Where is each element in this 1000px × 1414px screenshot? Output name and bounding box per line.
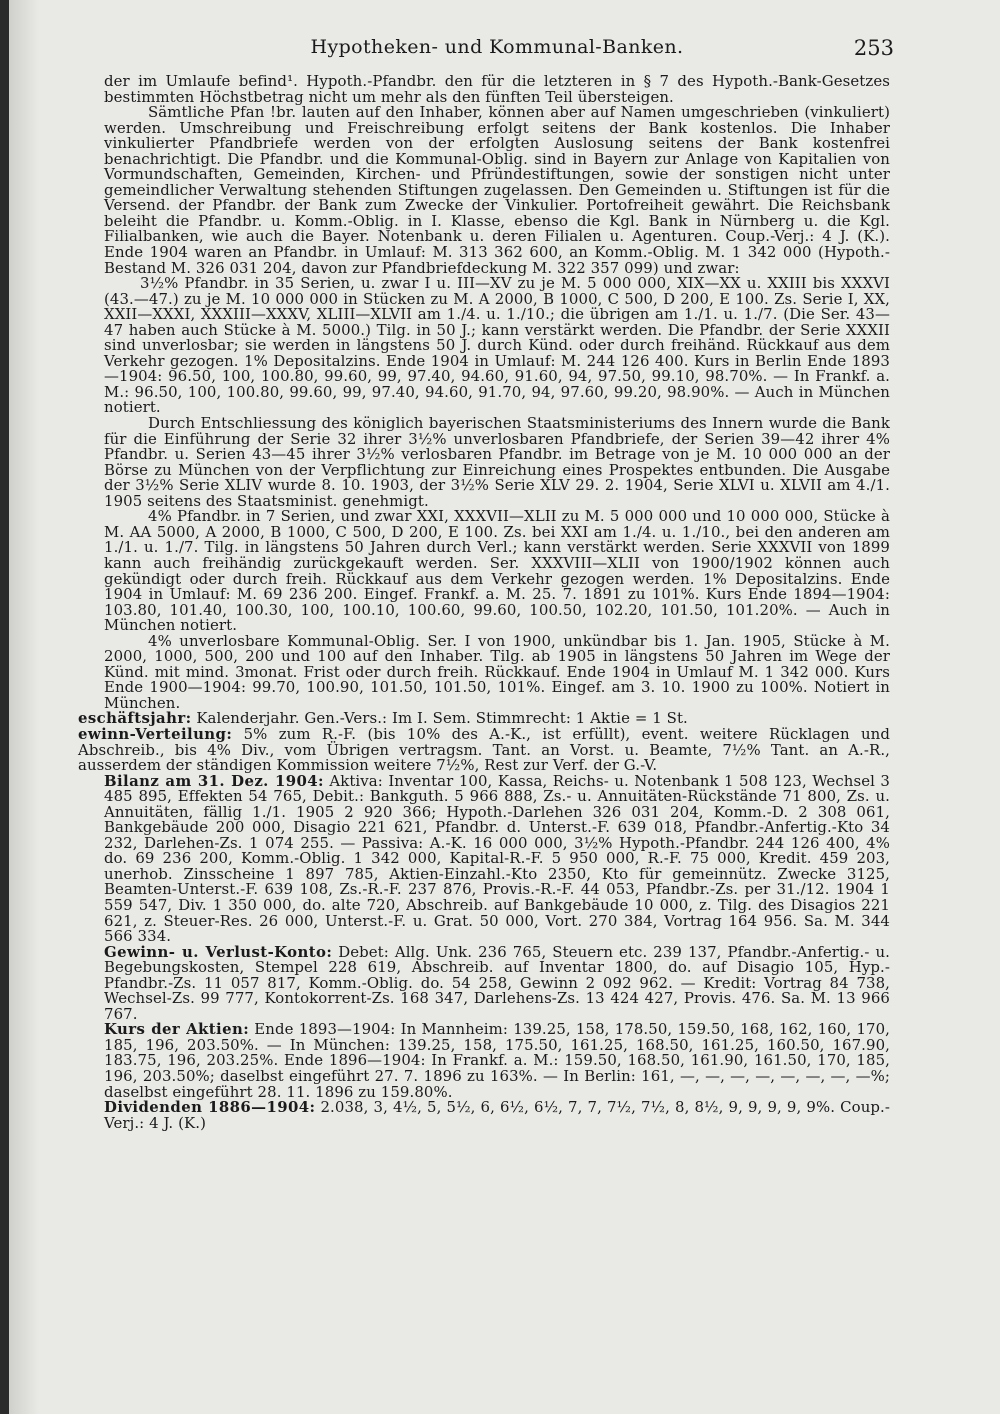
section-text: 2.038, 3, 4½, 5, 5½, 6, 6½, 6½, 7, 7, 7½, 7½, 8, 8½, 9, 9, 9, 9, 9%. Coup.-Verj.: 4 J. (K.) [104, 1098, 890, 1132]
section-label: Bilanz am 31. Dez. 1904: [104, 771, 324, 790]
paragraph-intro: der im Umlaufe befind¹. Hypoth.-Pfandbr. den für die letzteren in § 7 des Hypoth.-Bank-Gesetzes bestimmten Höchstbetrag nicht um mehr als den fünften Teil übersteigen. [104, 72, 890, 106]
book-binding-edge [0, 0, 9, 1414]
section-gewinn-verlust [104, 942, 890, 1023]
section-text: Kalenderjahr. Gen.-Vers.: Im I. Sem. Stimmrecht: 1 Aktie = 1 St. [191, 709, 688, 728]
page-header [104, 34, 894, 74]
paragraph-4-percent: 4% Pfandbr. in 7 Serien, und zwar XXI, XXXVII—XLII zu M. 5 000 000 und 10 000 000, Stücke à M. AA 5000, A 2000, B 1000, C 500, D 200, E 100. Zs. bei XXI am 1./4. u. 1./10., bei den anderen am 1./1. u. 1./7. Tilg. in längstens 50 Jahren durch Verl.; kann verstärkt werden. Serie XXXVII von 1899 kann auch freihändig zurückgekauft werden. Ser. XXXVIII—XLII von 1900/1902 können auch gekündigt oder durch freih. Rückkauf aus dem Verkehr gezogen werden. 1% Depositalzins. Ende 1904 in Umlauf: M. 69 236 200. Eingef. Frankf. a. M. 25. 7. 1891 zu 101%. Kurs Ende 1894—1904: 103.80, 101.40, 100.30, 100, 100.10, 100.60, 99.60, 100.50, 102.20, 101.50, 101.20%. — Auch in München notiert. [104, 507, 890, 635]
book-page [78, 34, 894, 1132]
section-kurs-der-aktien [104, 1022, 890, 1100]
page-gutter-shadow [9, 0, 39, 1414]
paragraph-kommunal-oblig: 4% unverlosbare Kommunal-Oblig. Ser. I von 1900, unkündbar bis 1. Jan. 1905, Stücke à M. 2000, 1000, 500, 200 und 100 auf den Inhaber. Tilg. ab 1905 in längstens 50 Jahren im Wege der Künd. mit mind. 3monat. Frist oder durch freih. Rückkauf. Ende 1904 in Umlauf M. 1 342 000. Kurs Ende 1900—1904: 99.70, 100.90, 101.50, 101.50, 101%. Eingef. am 3. 10. 1900 zu 100%. Notiert in München. [104, 631, 890, 712]
page-number: 253 [853, 36, 894, 60]
section-gewinn-verteilung [78, 724, 890, 775]
section-label: eschäftsjahr: [78, 709, 192, 728]
section-label: Gewinn- u. Verlust-Konto: [104, 942, 333, 961]
section-text: 5% zum R.-F. (bis 10% des A.-K., ist erfüllt), event. weitere Rücklagen und Abschreib., bis 4% Div., vom Übrigen vertragsm. Tant. an Vorst. u. Beamte, 7½% Tant. an A.-R., ausserdem der ständigen Kommission weitere 7½%, Rest zur Verf. der G.-V. [78, 724, 890, 775]
paragraph-entschliessung: Durch Entschliessung des königlich bayerischen Staatsministeriums des Innern wurde die Bank für die Einführung der Serie 32 ihrer 3½% unverlosbaren Pfandbriefe, der Serien 39—42 ihrer 4% Pfandbr. u. Serien 43—45 ihrer 3½% verlosbaren Pfandbr. im Betrage von je M. 10 000 000 an der Börse zu München von der Verpflichtung zur Einreichung eines Prospektes entbunden. Die Ausgabe der 3½% Serie XLIV wurde 8. 10. 1903, der 3½% Serie XLV 29. 2. 1904, Serie XLVI u. XLVII am 4./1. 1905 seitens des Staatsminist. genehmigt. [104, 414, 890, 510]
paragraph-3-5-percent: 3½% Pfandbr. in 35 Serien, u. zwar I u. III—XV zu je M. 5 000 000, XIX—XX u. XXIII bis XXXVI (43.—47.) zu je M. 10 000 000 in Stücken zu M. A 2000, B 1000, C 500, D 200, E 100. Zs. Serie I, XX, XXII—XXXI, XXXIII—XXXV, XLIII—XLVII am 1./4. u. 1./10.; die übrigen am 1./1. u. 1./7. (Die Ser. 43—47 haben auch Stücke à M. 5000.) Tilg. in 50 J.; kann verstärkt werden. Die Pfandbr. der Serie XXXII sind unverlosbar; sie werden in längstens 50 J. durch Künd. oder durch freihänd. Rückkauf aus dem Verkehr gezogen. 1% Depositalzins. Ende 1904 in Umlauf: M. 244 126 400. Kurs in Berlin Ende 1893—1904: 96.50, 100, 100.80, 99.60, 99, 97.40, 94.60, 91.60, 94, 97.50, 99.10, 98.70%. — In Frankf. a. M.: 96.50, 100, 100.80, 99.60, 99, 97.40, 94.60, 91.70, 94, 97.60, 99.20, 98.90%. — Auch in München notiert. [104, 274, 890, 417]
paragraph-pfandbriefe: Sämtliche Pfan !br. lauten auf den Inhaber, können aber auf Namen umgeschrieben (vinkuliert) werden. Umschreibung und Freischreibung erfolgt seitens der Bank kostenlos. Die Inhaber vinkulierter Pfandbriefe werden von der erfolgten Auslosung seitens der Bank kostenfrei benachrichtigt. Die Pfandbr. und die Kommunal-Oblig. sind in Bayern zur Anlage von Kapitalien von Vormundschaften, Gemeinden, Kirchen- und Pfründestiftungen, sowie der sonstigen nicht unter gemeindlicher Verwaltung stehenden Stiftungen zugelassen. Den Gemeinden u. Stiftungen ist für die Versend. der Pfandbr. der Bank zum Zwecke der Vinkulier. Portofreiheit gewährt. Die Reichsbank beleiht die Pfandbr. u. Komm.-Oblig. in I. Klasse, ebenso die Kgl. Bank in Nürnberg u. die Kgl. Filialbanken, wie auch die Bayer. Notenbank u. deren Filialen u. Agenturen. Coup.-Verj.: 4 J. (K.). Ende 1904 waren an Pfandbr. in Umlauf: M. 313 362 600, an Komm.-Oblig. M. 1 342 000 (Hypoth.-Bestand M. 326 031 204, davon zur Pfandbriefdeckung M. 322 357 099) und zwar: [104, 103, 890, 277]
section-text: Aktiva: Inventar 100, Kassa, Reichs- u. Notenbank 1 508 123, Wechsel 3 485 895, Effekten 54 765, Debit.: Bankguth. 5 966 888, Zs.- u. Annuitäten-Rückstände 71 800, Zs. u. Annuitäten, fällig 1./1. 1905 2 920 366; Hypoth.-Darlehen 326 031 204, Komm.-D. 2 308 061, Bankgebäude 200 000, Disagio 221 621, Pfandbr. d. Unterst.-F. 639 018, Pfandbr.-Anfertig.-Kto 34 232, Darlehen-Zs. 1 074 255. — Passiva: A.-K. 16 000 000, 3½% Hypoth.-Pfandbr. 244 126 400, 4% do. 69 236 200, Komm.-Oblig. 1 342 000, Kapital-R.-F. 5 950 000, R.-F. 75 000, Kredit. 459 203, unerhob. Zinsscheine 1 897 785, Aktien-Einzahl.-Kto 2350, Kto für gemeinnütz. Zwecke 3125, Beamten-Unterst.-F. 639 108, Zs.-R.-F. 237 876, Provis.-R.-F. 44 053, Pfandbr.-Zs. per 31./12. 1904 1 559 547, Div. 1 350 000, do. alte 720, Abschreib. auf Bankgebäude 10 000, z. Tilg. des Disagios 221 621, z. Steuer-Res. 26 000, Unterst.-F. u. Grat. 50 000, Vort. 270 384, Vortrag 164 956. Sa. M. 344 566 334. [104, 771, 890, 946]
section-label: ewinn-Verteilung: [78, 724, 233, 743]
section-dividenden [104, 1100, 890, 1131]
section-text: Debet: Allg. Unk. 236 765, Steuern etc. 239 137, Pfandbr.-Anfertig.- u. Begebungskosten, Stempel 228 619, Abschreib. auf Inventar 1800, do. auf Disagio 105, Hyp.-Pfandbr.-Zs. 11 057 817, Komm.-Oblig. do. 54 258, Gewinn 2 092 962. — Kredit: Vortrag 84 738, Wechsel-Zs. 99 777, Kontokorrent-Zs. 168 347, Darlehens-Zs. 13 424 427, Provis. 476. Sa. M. 13 966 767. [104, 942, 890, 1023]
section-label: Dividenden 1886—1904: [104, 1098, 316, 1117]
section-text: Ende 1893—1904: In Mannheim: 139.25, 158, 178.50, 159.50, 168, 162, 160, 170, 185, 196, 203.50%. — In München: 139.25, 158, 175.50, 161.25, 168.50, 161.25, 160.50, 167.90, 183.75, 196, 203.25%. Ende 1896—1904: In Frankf. a. M.: 159.50, 168.50, 161.90, 161.50, 170, 185, 196, 203.50%; daselbst eingeführt 27. 7. 1896 zu 163%. — In Berlin: 161, —, —, —, —, —, —, —, —%; daselbst eingeführt 28. 11. 1896 zu 159.80%. [104, 1020, 890, 1101]
running-title: Hypotheken- und Kommunal-Banken. [310, 36, 684, 58]
page-body [78, 72, 890, 1132]
section-label: Kurs der Aktien: [104, 1020, 250, 1039]
section-bilanz [104, 771, 890, 946]
